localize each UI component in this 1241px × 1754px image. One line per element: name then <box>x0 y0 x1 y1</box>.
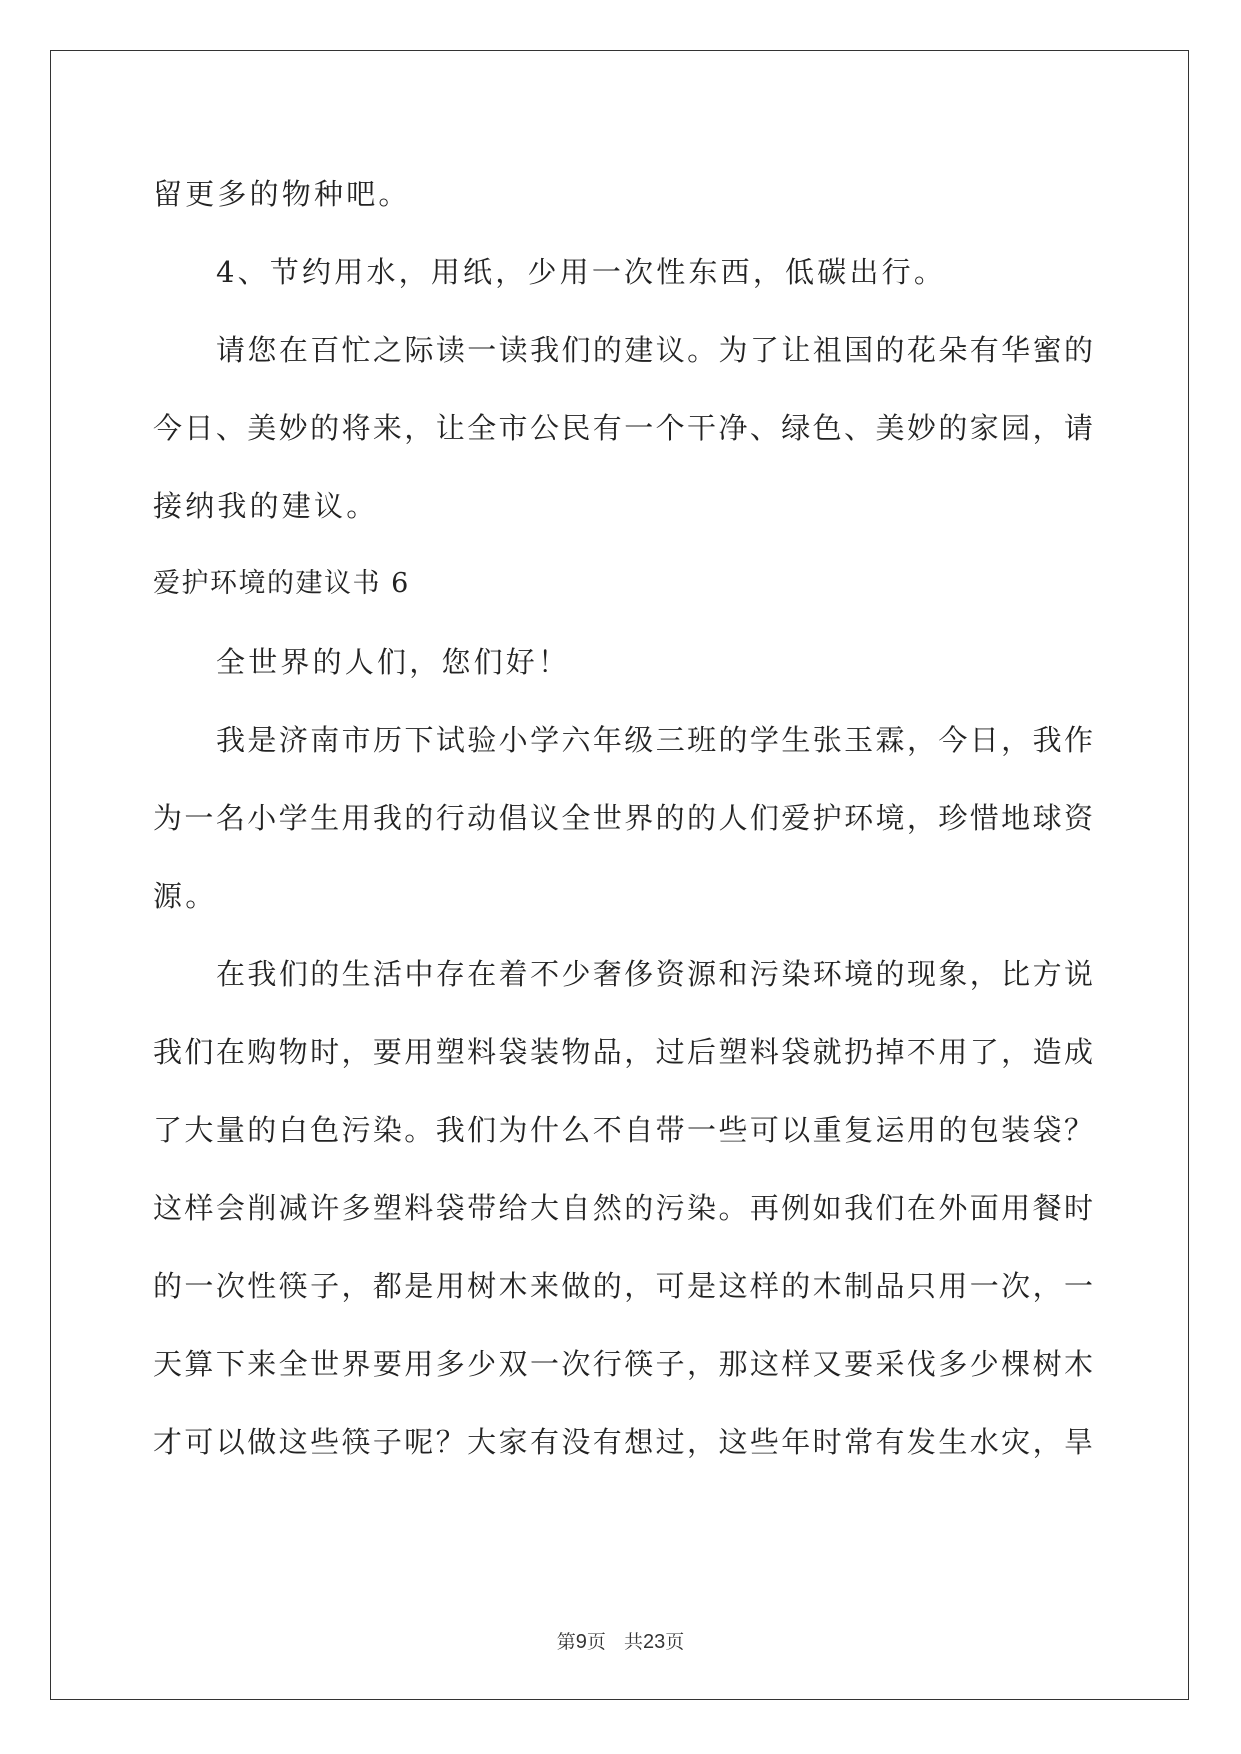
paragraph-line: 留更多的物种吧。 <box>153 177 411 211</box>
paragraph-line: 这样会削减许多塑料袋带给大自然的污染。再例如我们在外面用餐时 <box>153 1191 1093 1225</box>
paragraph-line: 今日、美妙的将来，让全市公民有一个干净、绿色、美妙的家园，请 <box>153 411 1093 445</box>
total-page-count: 23 <box>642 1631 666 1653</box>
paragraph-line: 了大量的白色污染。我们为什么不自带一些可以重复运用的包装袋？ <box>153 1113 1093 1147</box>
paragraph-line: 接纳我的建议。 <box>153 489 379 523</box>
paragraph-line: 请您在百忙之际读一读我们的建议。为了让祖国的花朵有华蜜的 <box>216 333 1093 367</box>
current-page-number: 9 <box>575 1631 587 1653</box>
paragraph-line: 源。 <box>153 879 218 913</box>
paragraph-line: 为一名小学生用我的行动倡议全世界的的人们爱护环境，珍惜地球资 <box>153 801 1093 835</box>
total-prefix: 共 <box>623 1631 643 1653</box>
page-suffix: 页 <box>586 1631 606 1653</box>
paragraph-line: 我是济南市历下试验小学六年级三班的学生张玉霖，今日，我作 <box>216 723 1093 757</box>
paragraph-line: 全世界的人们，您们好！ <box>216 645 571 679</box>
page-prefix: 第 <box>556 1631 576 1653</box>
paragraph-line: 在我们的生活中存在着不少奢侈资源和污染环境的现象，比方说 <box>216 957 1093 991</box>
page-footer <box>0 1630 1241 1654</box>
paragraph-line: 我们在购物时，要用塑料袋装物品，过后塑料袋就扔掉不用了，造成 <box>153 1035 1093 1069</box>
paragraph-line: 天算下来全世界要用多少双一次行筷子，那这样又要采伐多少棵树木 <box>153 1347 1093 1381</box>
paragraph-line: 的一次性筷子，都是用树木来做的，可是这样的木制品只用一次，一 <box>153 1269 1093 1303</box>
paragraph-line: 4、节约用水，用纸，少用一次性东西，低碳出行。 <box>216 255 947 289</box>
paragraph-line: 才可以做这些筷子呢？大家有没有想过，这些年时常有发生水灾，旱 <box>153 1425 1093 1459</box>
total-suffix: 页 <box>665 1631 685 1653</box>
section-heading: 爱护环境的建议书 6 <box>153 568 410 599</box>
